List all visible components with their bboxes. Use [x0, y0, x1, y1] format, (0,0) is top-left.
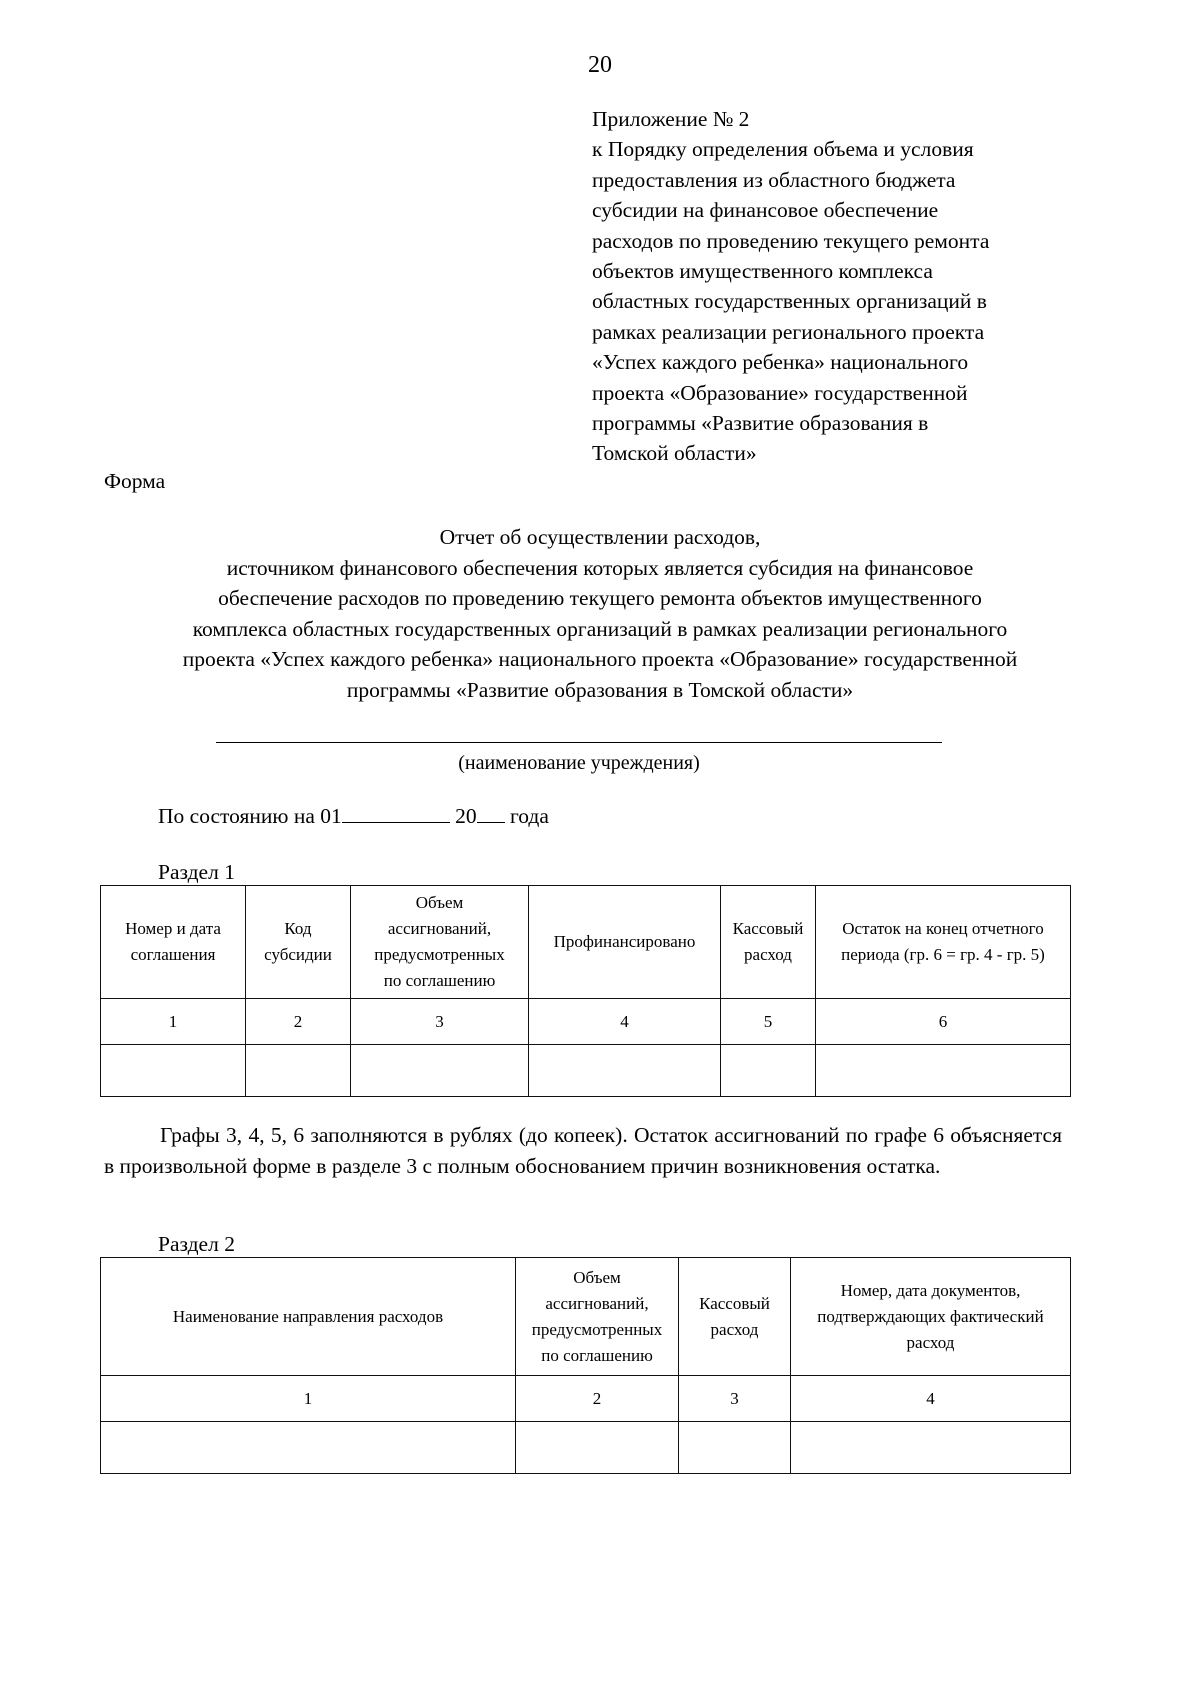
header-line: ассигнований, [545, 1293, 649, 1313]
as-of-date-prefix: По состоянию на 01 [158, 804, 342, 828]
table-header-row [101, 886, 1071, 999]
header-line: Остаток на конец отчетного [842, 919, 1044, 938]
column-header-agreement [101, 886, 246, 999]
column-number: 2 [516, 1376, 679, 1422]
column-number: 3 [679, 1376, 791, 1422]
data-cell[interactable] [101, 1422, 516, 1474]
title-line: Отчет об осуществлении расходов, [439, 525, 761, 549]
data-cell[interactable] [101, 1045, 246, 1097]
appendix-line: расходов по проведению текущего ремонта [592, 228, 990, 253]
column-header-remainder [816, 886, 1071, 999]
title-line: обеспечение расходов по проведению текущего ремонта объектов имущественного [218, 586, 982, 610]
header-line: Номер и дата [125, 919, 221, 938]
column-number: 1 [101, 1376, 516, 1422]
month-blank-field[interactable] [342, 822, 450, 823]
as-of-date-line [158, 803, 549, 831]
column-header-allocations [516, 1258, 679, 1376]
section-2-label: Раздел 2 [158, 1232, 235, 1256]
header-line: Кассовый [732, 919, 804, 938]
section-2-table [100, 1257, 1071, 1474]
institution-name-rule [216, 742, 942, 743]
appendix-line: рамках реализации регионального проекта [592, 319, 985, 344]
header-line: Профинансировано [553, 932, 696, 951]
header-line: предусмотренных [374, 945, 505, 964]
document-title [100, 522, 1100, 705]
appendix-line: к Порядку определения объема и условия [592, 137, 974, 162]
column-header-expense-direction [101, 1258, 516, 1376]
column-header-documents [791, 1258, 1071, 1376]
form-label: Форма [104, 469, 166, 493]
header-line: Наименование направления расходов [172, 1306, 444, 1326]
appendix-line: Томской области» [592, 441, 757, 466]
header-line: Объем [573, 1267, 621, 1287]
appendix-line: субсидии на финансовое обеспечение [592, 198, 939, 223]
column-number: 2 [246, 999, 351, 1045]
column-number: 4 [791, 1376, 1071, 1422]
section-1-table [100, 885, 1071, 1097]
table-number-row [101, 1376, 1071, 1422]
table-row [101, 1045, 1071, 1097]
appendix-line: проекта «Образование» государственной [592, 380, 968, 405]
title-line: проекта «Успех каждого ребенка» национального проекта «Образование» государственной [182, 647, 1018, 671]
table-number-row [101, 999, 1071, 1045]
data-cell[interactable] [351, 1045, 529, 1097]
column-header-financed [529, 886, 721, 999]
title-line: программы «Развитие образования в Томской области» [346, 677, 854, 702]
year-blank-field[interactable] [477, 822, 505, 823]
column-number: 5 [721, 999, 816, 1045]
title-line: источником финансового обеспечения которых является субсидия на финансовое [226, 555, 974, 580]
data-cell[interactable] [246, 1045, 351, 1097]
appendix-line: объектов имущественного комплекса [592, 259, 933, 284]
header-line: расход [710, 1319, 759, 1339]
column-number: 4 [529, 999, 721, 1045]
section-1-label: Раздел 1 [158, 860, 235, 884]
table-header-row [101, 1258, 1071, 1376]
column-header-allocations [351, 886, 529, 999]
data-cell[interactable] [529, 1045, 721, 1097]
page-number: 20 [588, 52, 612, 78]
header-line: по соглашению [383, 971, 496, 990]
column-header-subsidy-code [246, 886, 351, 999]
header-line: периода (гр. 6 = гр. 4 - гр. 5) [841, 945, 1045, 964]
column-header-cash-expense [721, 886, 816, 999]
note-paragraph: Графы 3, 4, 5, 6 заполняются в рублях (до копеек). Остаток ассигнований по графе 6 объясняется в произвольной форме в разделе 3 с полным обоснованием причин возникновения остатка. [104, 1123, 1062, 1178]
header-line: Кассовый [699, 1293, 770, 1313]
header-line: Код [284, 919, 312, 938]
header-line: Номер, дата документов, [840, 1280, 1021, 1300]
title-line: комплекса областных государственных организаций в рамках реализации регионального [192, 616, 1008, 641]
institution-name-caption: (наименование учреждения) [458, 752, 700, 774]
header-line: Объем [415, 893, 464, 912]
column-header-cash-expense [679, 1258, 791, 1376]
appendix-line: «Успех каждого ребенка» национального [592, 350, 969, 375]
data-cell[interactable] [791, 1422, 1071, 1474]
header-line: ассигнований, [387, 919, 492, 938]
column-number: 6 [816, 999, 1071, 1045]
appendix-line: областных государственных организаций в [592, 289, 987, 314]
as-of-date-suffix: года [504, 804, 549, 828]
header-line: соглашения [130, 945, 216, 964]
header-line: расход [906, 1332, 955, 1352]
data-cell[interactable] [516, 1422, 679, 1474]
header-line: подтверждающих фактический [817, 1306, 1044, 1326]
data-cell[interactable] [679, 1422, 791, 1474]
header-line: предусмотренных [531, 1319, 663, 1339]
appendix-line: предоставления из областного бюджета [592, 167, 956, 192]
table-row [101, 1422, 1071, 1474]
appendix-reference-block [592, 104, 1062, 469]
header-line: по соглашению [541, 1345, 653, 1365]
data-cell[interactable] [816, 1045, 1071, 1097]
header-line: расход [744, 945, 792, 964]
appendix-line: программы «Развитие образования в [592, 411, 929, 436]
header-line: субсидии [264, 945, 332, 964]
column-number: 3 [351, 999, 529, 1045]
column-number: 1 [101, 999, 246, 1045]
appendix-line: Приложение № 2 [592, 107, 750, 131]
as-of-date-middle: 20 [449, 804, 477, 828]
data-cell[interactable] [721, 1045, 816, 1097]
